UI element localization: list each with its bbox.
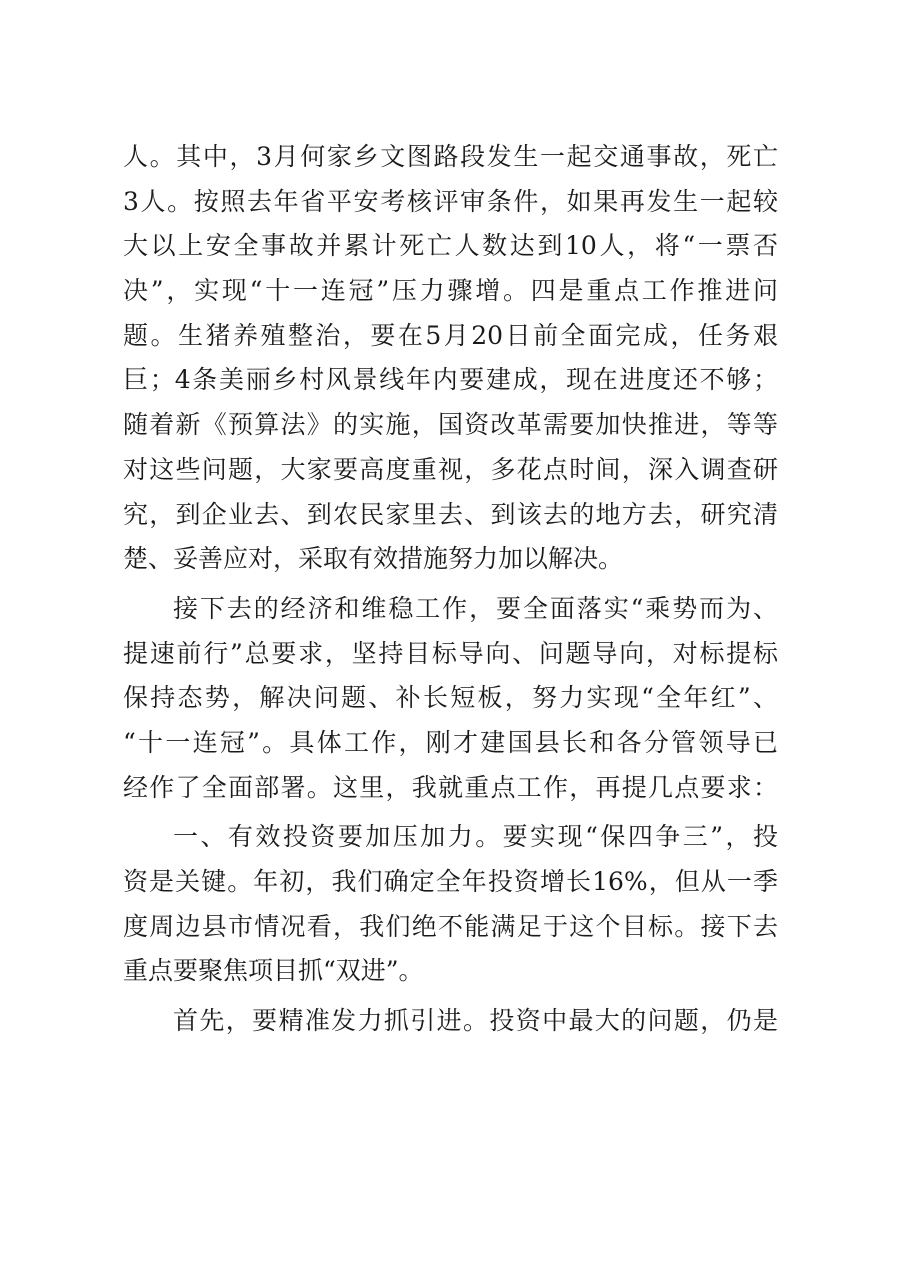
text-line: 随着新《预算法》的实施，国资改革需要加快推进，等等 xyxy=(123,410,778,440)
paragraph-1 xyxy=(123,135,778,582)
paragraph-3 xyxy=(123,815,778,994)
text-line: 首先，要精准发力抓引进。投资中最大的问题，仍是 xyxy=(173,1006,778,1036)
paragraph-2 xyxy=(123,587,778,810)
text-line: 究，到企业去、到农民家里去、到该去的地方去，研究清 xyxy=(123,499,778,529)
text-line: 3人。按照去年省平安考核评审条件，如果再发生一起较 xyxy=(123,186,778,216)
text-line: 巨；4条美丽乡村风景线年内要建成，现在进度还不够； xyxy=(123,365,778,395)
text-line: 楚、妥善应对，采取有效措施努力加以解决。 xyxy=(123,544,624,574)
text-line: 对这些问题，大家要高度重视，多花点时间，深入调查研 xyxy=(123,454,778,484)
text-line: 题。生猪养殖整治，要在5月20日前全面完成，任务艰 xyxy=(123,320,778,350)
text-line: “十一连冠”。具体工作，刚才建国县长和各分管领导已 xyxy=(123,727,778,757)
text-line: 大以上安全事故并累计死亡人数达到10人，将“一票否 xyxy=(123,231,778,261)
text-line: 度周边县市情况看，我们绝不能满足于这个目标。接下去 xyxy=(123,911,778,941)
text-line: 保持态势，解决问题、补长短板，努力实现“全年红”、 xyxy=(123,683,778,713)
text-line: 决”，实现“十一连冠”压力骤增。四是重点工作推进问 xyxy=(123,276,778,306)
text-line: 接下去的经济和维稳工作，要全面落实“乘势而为、 xyxy=(173,593,778,623)
document-body xyxy=(123,135,778,1044)
text-line: 资是关键。年初，我们确定全年投资增长16%，但从一季 xyxy=(123,867,778,896)
paragraph-4 xyxy=(123,999,778,1044)
text-line: 重点要聚焦项目抓“双进”。 xyxy=(123,956,424,986)
text-line: 经作了全面部署。这里，我就重点工作，再提几点要求： xyxy=(123,772,778,802)
text-line: 人。其中，3月何家乡文图路段发生一起交通事故，死亡 xyxy=(123,142,778,171)
text-line: 提速前行”总要求，坚持目标导向、问题导向，对标提标 xyxy=(123,638,778,668)
text-line: 一、有效投资要加压加力。要实现“保四争三”，投 xyxy=(173,822,778,852)
